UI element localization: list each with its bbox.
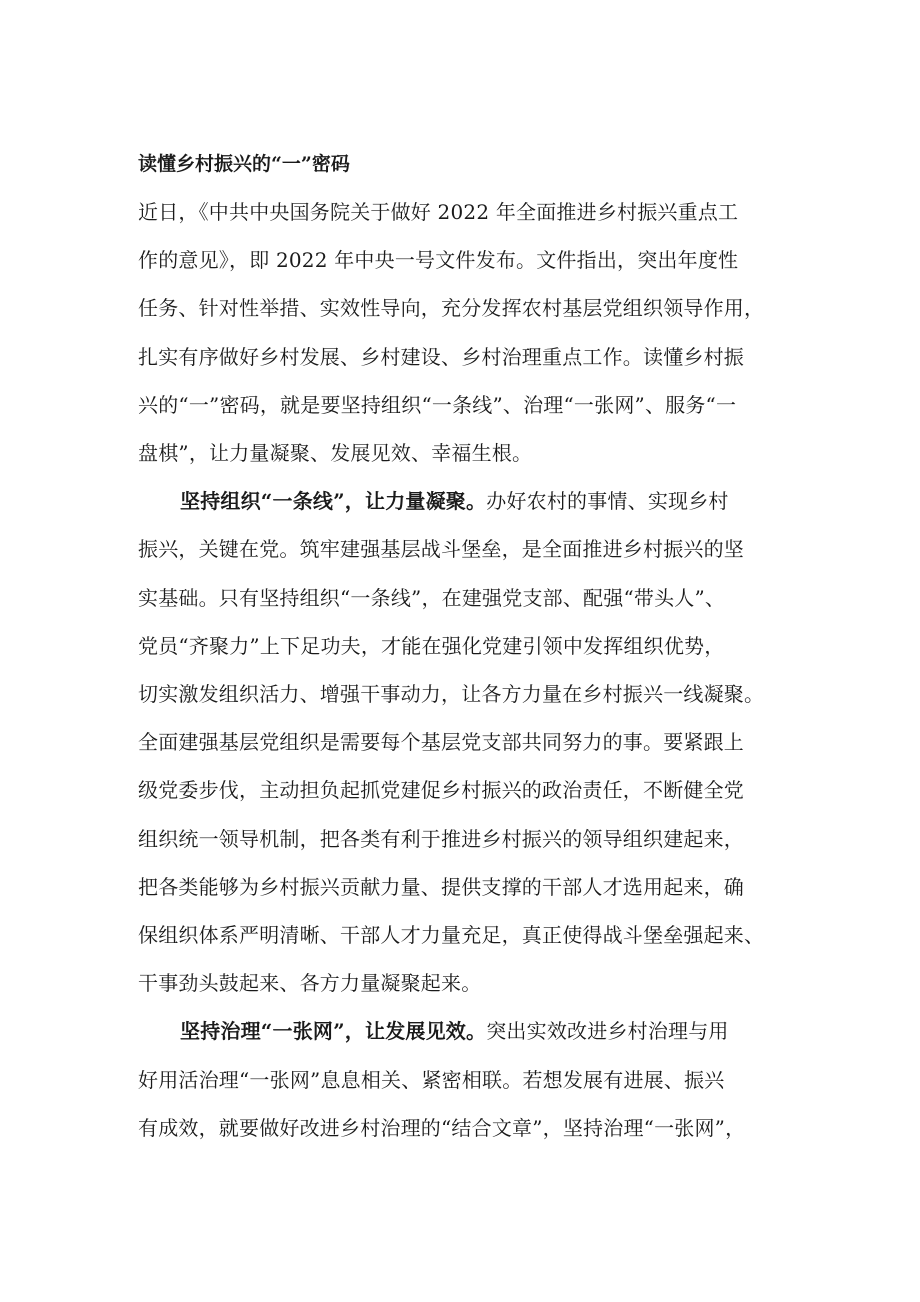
paragraph-line: 兴的“一”密码，就是要坚持组织“一条线”、治理“一张网”、服务“一 (138, 392, 737, 417)
paragraph-line: 干事劲头鼓起来、各方力量凝聚起来。 (138, 971, 482, 996)
paragraph-line: 任务、针对性举措、实效性导向，充分发挥农村基层党组织领导作用， (138, 296, 765, 321)
paragraph-governance (138, 1007, 790, 1152)
paragraph-line: 有成效，就要做好改进乡村治理的“结合文章”，坚持治理“一张网”， (138, 1115, 746, 1140)
paragraph-line: 盘棋”，让力量凝聚、发展见效、幸福生根。 (138, 441, 533, 466)
paragraph-first-line-text: 办好农村的事情、实现乡村 (486, 489, 729, 514)
paragraph-line: 切实激发组织活力、增强干事动力，让各方力量在乡村振兴一线凝聚。 (138, 682, 765, 707)
paragraph-lead-heading: 坚持治理“一张网”，让发展见效。 (180, 1019, 487, 1044)
paragraph-intro (138, 188, 790, 477)
paragraph-first-line-text: 突出实效改进乡村治理与用 (486, 1019, 729, 1044)
paragraph-line: 实基础。只有坚持组织“一条线”，在建强党支部、配强“带头人”、 (138, 585, 726, 610)
paragraph-line: 把各类能够为乡村振兴贡献力量、提供支撑的干部人才选用起来，确 (138, 874, 744, 899)
paragraph-line: 组织统一领导机制，把各类有利于推进乡村振兴的领导组织建起来， (138, 826, 744, 851)
paragraph-line: 级党委步伐，主动担负起抓党建促乡村振兴的政治责任，不断健全党 (138, 778, 744, 803)
paragraph-line: 好用活治理“一张网”息息相关、紧密相联。若想发展有进展、振兴 (138, 1067, 725, 1092)
paragraph-line: 保组织体系严明清晰、干部人才力量充足，真正使得战斗堡垒强起来、 (138, 923, 765, 948)
paragraph-line: 作的意见》，即 2022 年中央一号文件发布。文件指出，突出年度性 (138, 248, 739, 273)
paragraph-line: 振兴，关键在党。筑牢建强基层战斗堡垒，是全面推进乡村振兴的坚 (138, 537, 744, 562)
document-title: 读懂乡村振兴的“一”密码 (138, 153, 350, 175)
paragraph-organization (138, 477, 790, 1007)
paragraph-first-line (138, 1007, 790, 1055)
paragraph-lead-heading: 坚持组织“一条线”，让力量凝聚。 (180, 489, 487, 514)
document-body (138, 142, 790, 1152)
paragraph-line: 扎实有序做好乡村发展、乡村建设、乡村治理重点工作。读懂乡村振 (138, 344, 744, 369)
paragraph-line: 近日，《中共中央国务院关于做好 2022 年全面推进乡村振兴重点工 (138, 200, 739, 224)
paragraph-first-line (138, 477, 790, 525)
paragraph-line: 党员“齐聚力”上下足功夫，才能在强化党建引领中发挥组织优势， (138, 633, 725, 658)
paragraph-line: 全面建强基层党组织是需要每个基层党支部共同努力的事。要紧跟上 (138, 730, 744, 755)
